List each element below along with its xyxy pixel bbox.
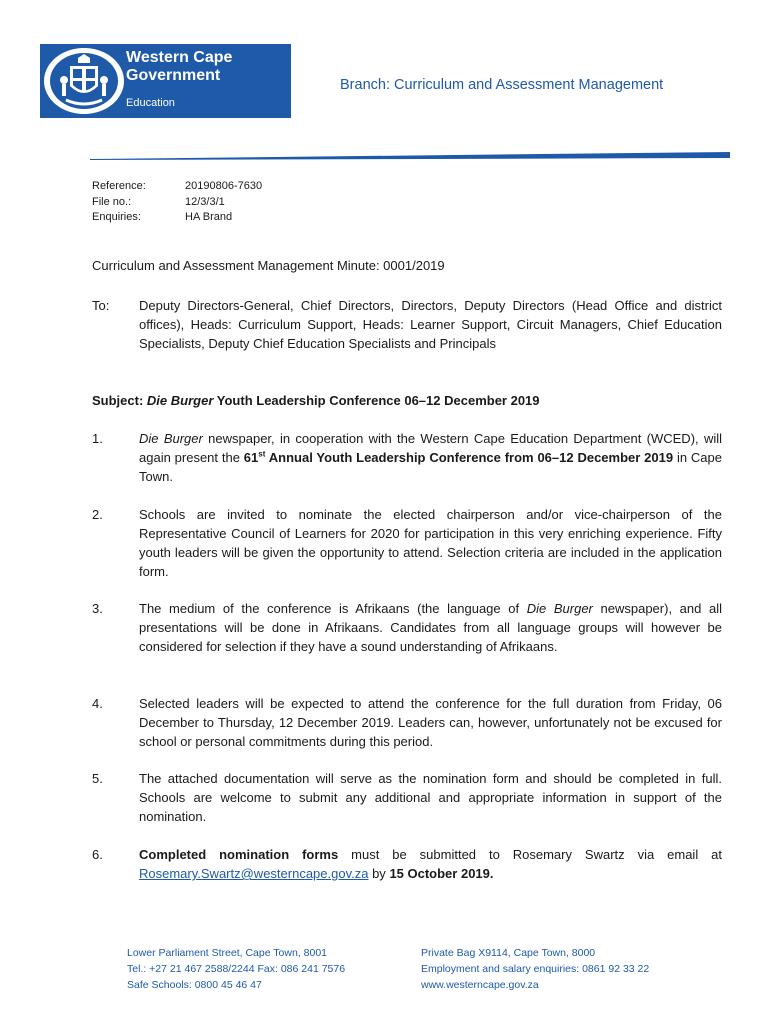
footer-address: Lower Parliament Street, Cape Town, 8001 (127, 947, 328, 959)
paragraph-5 (92, 769, 722, 826)
paragraph-text: Selected leaders will be expected to attend the conference for the full duration from Friday, 06 December to Thursday, 12 December 2019. Leaders can, however, unfortunately not be excused for school or personal commitments during this period. (139, 696, 722, 749)
logo-line2: Government (126, 67, 221, 84)
minute-title: Curriculum and Assessment Management Minute: 0001/2019 (92, 258, 445, 273)
footer-safe-schools: Safe Schools: 0800 45 46 47 (127, 979, 262, 991)
footer-right (421, 945, 649, 993)
footer-website[interactable]: www.westerncape.gov.za (421, 979, 539, 991)
nomination-emphasis: Completed nomination forms (139, 847, 339, 862)
to-recipients: Deputy Directors-General, Chief Directors, Directors, Deputy Directors (Head Office and district offices), Heads: Curriculum Support, Heads: Learner Support, Circuit Managers, Chief Education Specialists, Deputy Chief Education Specialists and Principals (139, 298, 722, 351)
coat-of-arms-icon (40, 44, 126, 118)
conference-emphasis (244, 450, 673, 465)
reference-block (92, 179, 262, 226)
logo-subtitle: Education (126, 97, 175, 109)
ordinal-suffix: st (258, 449, 266, 459)
paragraph-span: must be submitted to Rosemary Swartz via email at (338, 847, 722, 862)
paragraph-span: in Cape Town. (139, 450, 722, 484)
file-no-value: 12/3/3/1 (185, 195, 225, 208)
paragraph-number: 4. (92, 696, 103, 711)
reference-row (92, 179, 262, 195)
deadline-date: 15 October 2019. (389, 866, 494, 881)
to-block (92, 296, 722, 353)
paragraph-text (139, 845, 722, 883)
email-link[interactable]: Rosemary.Swartz@westerncape.gov.za (139, 866, 369, 881)
paragraph-number: 1. (92, 431, 103, 446)
file-no-row (92, 195, 262, 211)
logo-title (126, 49, 232, 85)
paragraph-span: newspaper), and all presentations will be done in Afrikaans. Candidates from all language groups will however be considered for selection if they have a sound understanding of Afrikaans. (139, 601, 723, 654)
paragraph-span: by (368, 866, 390, 881)
footer-enquiries: Employment and salary enquiries: 0861 92 33 22 (421, 963, 650, 975)
subject-text: Youth Leadership Conference 06–12 December 2019 (216, 393, 540, 408)
paragraph-span: newspaper, in cooperation with the Western Cape Education Department (WCED), will again present the (139, 431, 723, 465)
wcg-logo (40, 44, 291, 118)
newspaper-name: Die Burger (139, 431, 203, 446)
paragraph-4 (92, 694, 722, 751)
header-divider (90, 151, 730, 161)
logo-line1: Western Cape (126, 49, 233, 66)
reference-label: Reference: (92, 180, 146, 192)
footer-phone: Tel.: +27 21 467 2588/2244 Fax: 086 241 7576 (127, 963, 346, 975)
paragraph-number: 3. (92, 601, 103, 616)
enquiries-row (92, 210, 262, 226)
file-no-label: File no.: (92, 195, 132, 208)
reference-value: 20190806-7630 (185, 180, 263, 192)
paragraph-text: The attached documentation will serve as the nomination form and should be completed in full. Schools are welcome to submit any additional and appropriate information in support of the nomination. (139, 771, 722, 824)
paragraph-3 (92, 599, 722, 656)
footer-left (127, 945, 345, 993)
paragraph-span: The medium of the conference is Afrikaans (the language of (139, 601, 527, 616)
paragraph-number: 5. (92, 771, 103, 786)
ordinal-number: 61 (243, 450, 259, 465)
to-label: To: (92, 298, 110, 313)
enquiries-value: HA Brand (185, 211, 233, 223)
paragraph-1 (92, 429, 722, 486)
footer-postal: Private Bag X9114, Cape Town, 8000 (421, 947, 596, 959)
subject-label: Subject: (92, 393, 144, 408)
enquiries-label: Enquiries: (92, 211, 141, 223)
newspaper-name: Die Burger (526, 601, 593, 616)
subject-line (92, 393, 540, 408)
paragraph-text (139, 599, 722, 656)
paragraph-number: 2. (92, 507, 103, 522)
paragraph-number: 6. (92, 847, 103, 862)
paragraph-6 (92, 845, 722, 883)
conference-dates: Annual Youth Leadership Conference from 06–12 December 2019 (265, 450, 674, 465)
paragraph-text (139, 429, 722, 486)
subject-italic: Die Burger (146, 393, 214, 408)
paragraph-2 (92, 505, 722, 581)
paragraph-text: Schools are invited to nominate the elected chairperson and/or vice-chairperson of the Representative Council of Learners for 2020 for participation in this very enriching experience. Fifty youth leaders will be given the opportunity to attend. Selection criteria are included in the application form. (139, 507, 722, 579)
branch-title: Branch: Curriculum and Assessment Management (340, 77, 664, 93)
